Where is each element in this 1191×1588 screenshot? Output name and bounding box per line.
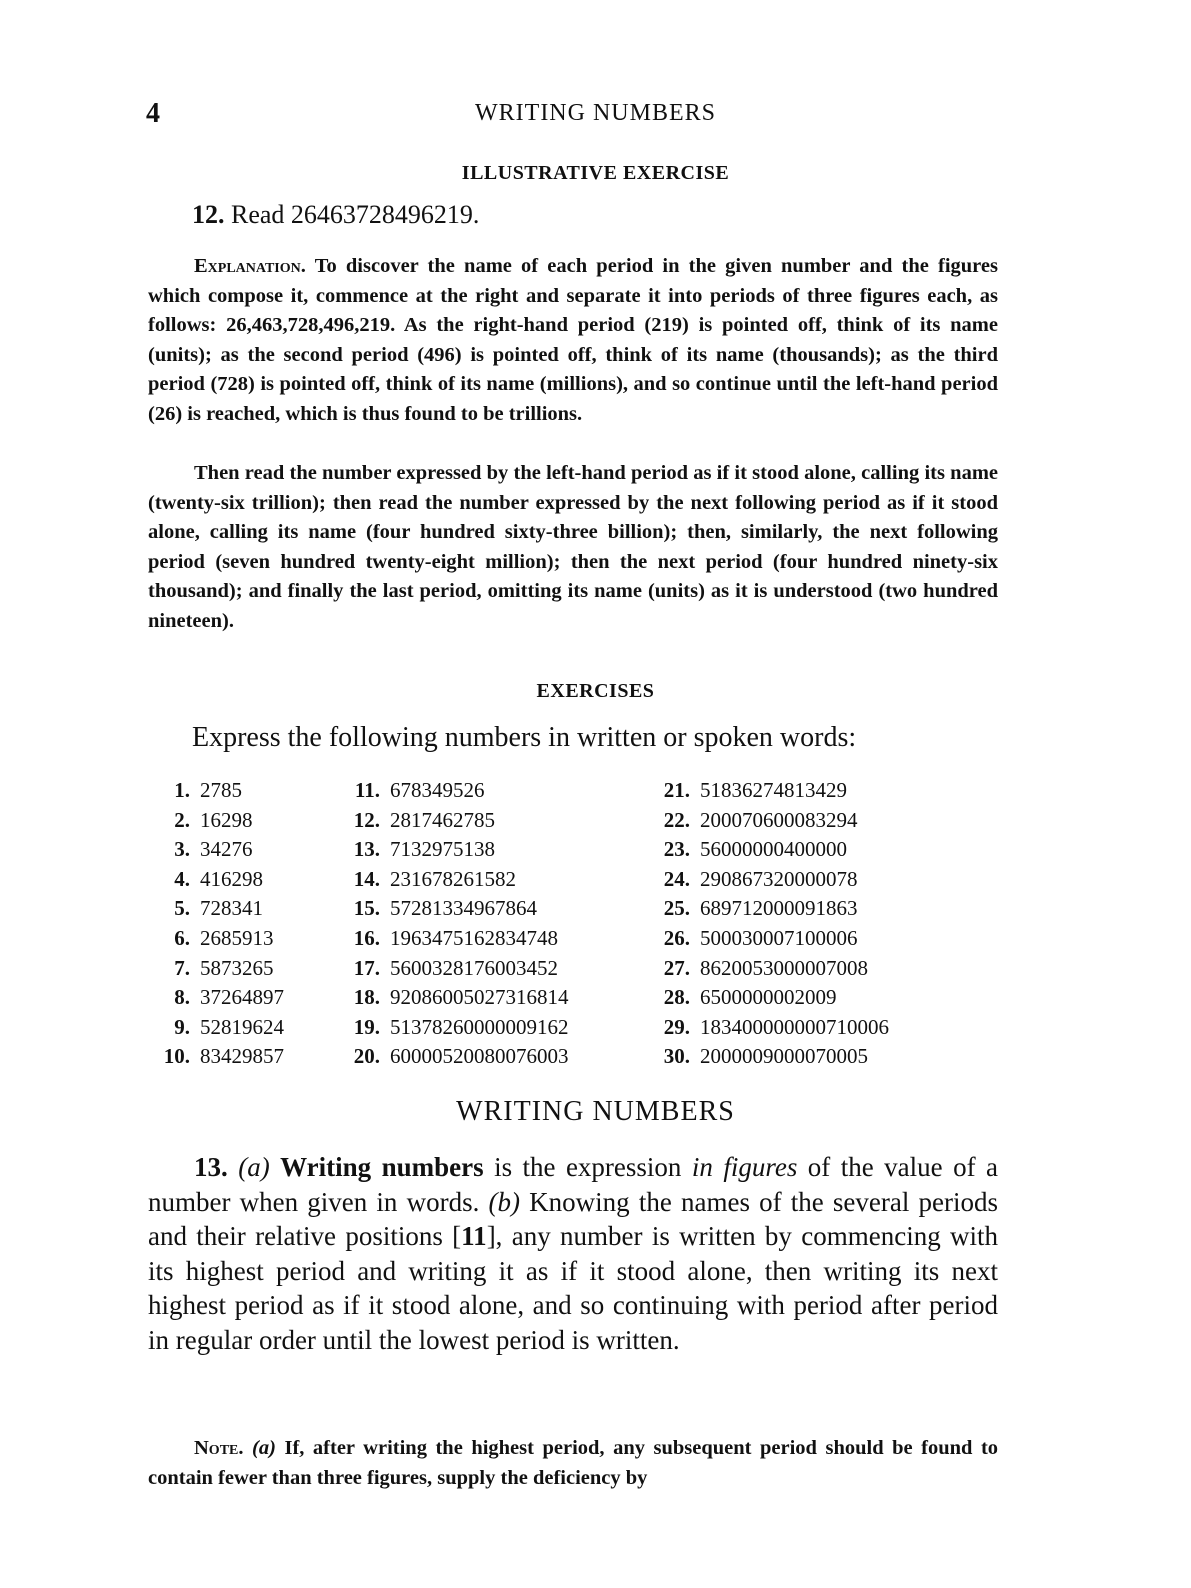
exercise-item-value: 728341 <box>200 896 263 921</box>
exercise-item-number: 25. <box>663 896 690 921</box>
exercise-item-number: 13. <box>353 837 380 862</box>
exercise-item <box>346 983 569 1013</box>
exercise-item-number: 27. <box>663 955 690 980</box>
exercise-item-value: 290867320000078 <box>700 866 858 891</box>
illustrative-heading: ILLUSTRATIVE EXERCISE <box>461 162 730 184</box>
exercise-item <box>162 835 284 865</box>
exercise-item <box>162 924 284 954</box>
exercise-item-value: 60000520080076003 <box>390 1044 569 1069</box>
exercise-item <box>656 835 889 865</box>
exercise-item <box>346 1042 569 1072</box>
exercises-instruction: Express the following numbers in written or spoken words: <box>192 722 857 753</box>
exercise-item <box>346 1013 569 1043</box>
exercises-heading: EXERCISES <box>536 680 655 702</box>
exercise-item-value: 689712000091863 <box>700 896 858 921</box>
exercise-item <box>162 1042 284 1072</box>
exercise-item-value: 5873265 <box>200 955 274 980</box>
exercise-item-value: 2000009000070005 <box>700 1044 868 1069</box>
exercise-item-value: 678349526 <box>390 778 485 802</box>
exercise-item-value: 5600328176003452 <box>390 955 558 980</box>
section-13-b-label: (b) <box>488 1186 520 1217</box>
note-a-label: (a) <box>252 1437 276 1459</box>
exercise-item-value: 6500000002009 <box>700 985 837 1010</box>
exercise-item-number: 7. <box>174 955 190 980</box>
exercise-12 <box>192 200 479 230</box>
exercise-item-value: 1963475162834748 <box>390 925 558 950</box>
section-13-number: 13. <box>194 1152 228 1182</box>
exercise-item-value: 83429857 <box>200 1044 284 1069</box>
exercise-12-text: Read 26463728496219. <box>231 200 480 229</box>
note-text: If, after writing the highest period, any subsequent period should be found to contain fewer than three figures, supply the deficiency by <box>148 1437 999 1489</box>
exercise-item-value: 37264897 <box>200 985 284 1010</box>
exercise-item <box>162 865 284 895</box>
exercise-item-number: 18. <box>353 985 380 1010</box>
exercise-item <box>656 1013 889 1043</box>
section-13-text-3: Knowing the names of the several periods and their relative positions [ <box>148 1186 999 1251</box>
exercise-item-number: 30. <box>663 1044 690 1069</box>
section-13-term: Writing numbers <box>280 1152 484 1182</box>
exercise-column-3 <box>656 776 889 1072</box>
exercise-item <box>346 924 569 954</box>
explanation-label: Explanation. <box>194 255 306 277</box>
exercise-item-number: 15. <box>353 896 380 921</box>
exercise-item <box>346 894 569 924</box>
exercise-item-value: 2685913 <box>200 925 274 950</box>
note-paragraph <box>148 1434 998 1493</box>
exercise-item-number: 5. <box>174 896 190 921</box>
exercise-item <box>346 776 569 806</box>
exercise-item-value: 2785 <box>200 778 242 802</box>
exercise-item <box>656 924 889 954</box>
exercise-item-number: 29. <box>663 1014 690 1039</box>
then-paragraph <box>148 459 998 637</box>
exercise-item <box>162 1013 284 1043</box>
exercise-item-value: 8620053000007008 <box>700 955 868 980</box>
exercise-item-number: 4. <box>174 866 190 891</box>
exercise-item <box>346 865 569 895</box>
exercise-item-value: 57281334967864 <box>390 896 537 921</box>
exercise-item-value: 52819624 <box>200 1014 284 1039</box>
exercise-item-number: 3. <box>174 837 190 862</box>
then-text: Then read the number expressed by the left-hand period as if it stood alone, calling its name (twenty-six trillion); then read the number expressed by the next following period as if it stood alone, calling its name (four hundred sixty-three billion); then, similarly, the next following period (seven hundred twenty-eight million); then the next period (four hundred ninety-six thousand); and finally the last period, omitting its name (units) as it is understood (two hundred nineteen). <box>148 462 998 632</box>
exercise-item-number: 12. <box>353 807 380 832</box>
exercise-item-value: 51378260000009162 <box>390 1014 569 1039</box>
exercise-item-number: 21. <box>663 778 690 802</box>
section-13-paragraph <box>148 1150 998 1357</box>
exercise-item <box>162 894 284 924</box>
exercise-item-number: 26. <box>663 925 690 950</box>
exercise-item-number: 9. <box>174 1014 190 1039</box>
running-title: WRITING NUMBERS <box>475 100 716 126</box>
exercise-item <box>656 954 889 984</box>
exercise-item-number: 24. <box>663 866 690 891</box>
exercise-item <box>162 806 284 836</box>
section-13-a-label: (a) <box>238 1152 270 1182</box>
exercise-item-number: 8. <box>174 985 190 1010</box>
exercise-item-number: 14. <box>353 866 380 891</box>
exercise-item <box>656 776 889 806</box>
exercise-column-1 <box>162 776 284 1072</box>
section-13-ref: 11 <box>461 1221 487 1251</box>
exercise-item <box>656 806 889 836</box>
exercise-item <box>656 983 889 1013</box>
section-13-emphasis: in figures <box>691 1152 798 1182</box>
exercise-item-value: 7132975138 <box>390 837 495 862</box>
section-13-text-1: is the expression <box>494 1152 682 1182</box>
exercise-item-value: 2817462785 <box>390 807 495 832</box>
section-title: WRITING NUMBERS <box>456 1096 735 1127</box>
section-13-text-4: ], any number is written by commencing with its highest period and writing it as if it stood alone, then writing its next highest period as if it stood alone, and so continuing with period after period in regular order until the lowest period is written. <box>148 1221 999 1355</box>
exercise-item-value: 16298 <box>200 807 253 832</box>
exercise-item <box>162 954 284 984</box>
exercise-item-value: 500030007100006 <box>700 925 858 950</box>
explanation-paragraph <box>148 252 998 430</box>
exercise-item-number: 1. <box>174 778 190 802</box>
note-label: Note. <box>194 1437 244 1459</box>
exercise-item-number: 19. <box>353 1014 380 1039</box>
exercise-item-value: 56000000400000 <box>700 837 847 862</box>
exercise-item <box>162 776 284 806</box>
exercise-item-number: 20. <box>353 1044 380 1069</box>
exercise-item-value: 34276 <box>200 837 253 862</box>
exercise-column-2 <box>346 776 569 1072</box>
exercise-item-value: 200070600083294 <box>700 807 858 832</box>
exercise-item-number: 17. <box>353 955 380 980</box>
explanation-text: To discover the name of each period in the given number and the figures which compose it, commence at the right and separate it into periods of three figures each, as follows: 26,463,728,496,219. As the right-hand period (219) is pointed off, think of its name (units); as the second period (496) is pointed off, think of its name (thousands); as the third period (728) is pointed off, think of its name (millions), and so continue until the left-hand period (26) is reached, which is thus found to be trillions. <box>148 255 998 425</box>
exercise-item <box>656 865 889 895</box>
exercise-item-value: 183400000000710006 <box>700 1014 889 1039</box>
exercise-item <box>346 954 569 984</box>
exercise-item-number: 2. <box>174 807 190 832</box>
exercise-item-number: 28. <box>663 985 690 1010</box>
exercise-item <box>346 806 569 836</box>
exercise-item <box>656 894 889 924</box>
exercise-item-value: 416298 <box>200 866 263 891</box>
exercise-item-value: 51836274813429 <box>700 778 847 802</box>
exercise-item-value: 92086005027316814 <box>390 985 569 1010</box>
exercise-item-number: 6. <box>174 925 190 950</box>
page-number: 4 <box>146 98 160 129</box>
exercise-12-number: 12. <box>192 200 225 229</box>
section-13-text-2: of the value of a number when given in words. <box>148 1152 999 1217</box>
exercise-item-number: 11. <box>354 778 380 802</box>
exercise-item-number: 23. <box>663 837 690 862</box>
exercise-item <box>656 1042 889 1072</box>
exercise-item <box>162 983 284 1013</box>
exercise-item <box>346 835 569 865</box>
exercise-item-number: 16. <box>353 925 380 950</box>
exercise-item-number: 22. <box>663 807 690 832</box>
exercise-item-value: 231678261582 <box>390 866 516 891</box>
exercise-item-number: 10. <box>163 1044 190 1069</box>
